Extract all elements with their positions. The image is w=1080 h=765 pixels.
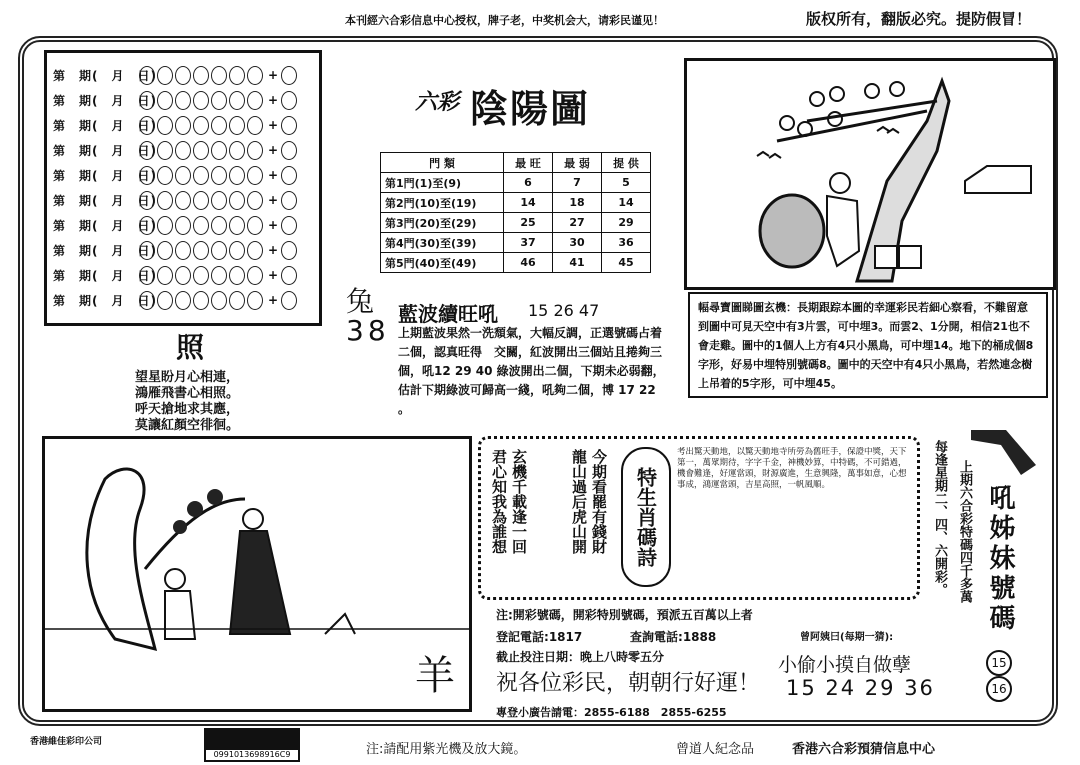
verse-dense-text: 考出驚天動地，以驚天動地寺所勞為舊旺手，保證中獎，天下第一，萬眾期待，字字千金，神機妙算，中特碼，不可錯過，機會難逢，好運當頭，財源廣進，生意興隆，萬事如意，心想事成，鴻運當頭，吉星高照，一帆風順。 — [677, 447, 907, 490]
table-cell: 30 — [553, 233, 602, 253]
number-circle[interactable] — [193, 116, 209, 135]
number-circle[interactable] — [247, 266, 263, 285]
register-phone-label: 登記電話: — [496, 630, 549, 644]
treasure-map-illustration — [684, 58, 1056, 290]
number-circle[interactable] — [193, 91, 209, 110]
verse-line: 龍山過后虎山開 — [570, 449, 588, 554]
number-circle[interactable] — [175, 141, 191, 160]
grid-row-label: 第 期( 月 日) — [53, 218, 157, 233]
plus-sign: + — [268, 118, 279, 132]
verse-right — [569, 449, 609, 589]
number-circle[interactable] — [175, 91, 191, 110]
number-circle[interactable] — [193, 166, 209, 185]
number-circle[interactable] — [157, 266, 173, 285]
weekly-numbers: 15 24 29 36 — [786, 676, 935, 700]
number-circle[interactable] — [193, 216, 209, 235]
scene-label: 羊 — [415, 653, 455, 699]
grid-row — [53, 238, 299, 262]
number-circle[interactable] — [247, 91, 263, 110]
register-phone-number: 1817 — [548, 630, 583, 644]
sister-numbers-title: 吼姊妹號碼 — [985, 484, 1015, 634]
number-circle[interactable] — [175, 166, 191, 185]
verse-line: 君心知我為誰想 — [490, 449, 508, 554]
special-number-circle[interactable] — [281, 141, 297, 160]
table-cell: 27 — [553, 213, 602, 233]
table-cell: 18 — [553, 193, 602, 213]
wave-numbers: 15 26 47 — [528, 301, 600, 320]
grid-row-label: 第 期( 月 日) — [53, 68, 157, 83]
number-circle[interactable] — [175, 66, 191, 85]
number-circle[interactable] — [139, 266, 155, 285]
grid-row-label: 第 期( 月 日) — [53, 293, 157, 308]
jackpot-note: 上期六合彩特碼四千多萬 — [957, 460, 972, 603]
number-circle[interactable] — [193, 241, 209, 260]
table-cell: 14 — [504, 193, 553, 213]
grid-row — [53, 88, 299, 112]
number-circle[interactable] — [229, 191, 245, 210]
table-cell: 36 — [602, 233, 651, 253]
info-line: 注:開彩號碼，開彩特別號碼，預派五百萬以上者 — [496, 608, 753, 622]
grid-row-label: 第 期( 月 日) — [53, 93, 157, 108]
barcode — [204, 728, 300, 762]
number-circle[interactable] — [175, 116, 191, 135]
table-row — [381, 213, 651, 233]
number-circle[interactable] — [193, 266, 209, 285]
table-row — [381, 193, 651, 213]
plus-sign: + — [268, 293, 279, 307]
grid-row — [53, 138, 299, 162]
number-circle[interactable] — [157, 241, 173, 260]
table-cell: 第4門(30)至(39) — [381, 233, 504, 253]
table-header: 最 旺 — [504, 153, 553, 173]
number-circle[interactable] — [157, 141, 173, 160]
table-cell: 25 — [504, 213, 553, 233]
number-circle[interactable] — [139, 241, 155, 260]
barcode-number: 0991013698916C9 — [206, 750, 298, 760]
table-cell: 45 — [602, 253, 651, 273]
number-circle[interactable] — [139, 216, 155, 235]
draw-days: 每逢星期二、四、六開彩。 — [932, 440, 947, 596]
plus-sign: + — [268, 218, 279, 232]
number-circle[interactable] — [229, 216, 245, 235]
number-circle[interactable] — [211, 241, 227, 260]
number-circle[interactable] — [211, 91, 227, 110]
table-header: 門 類 — [381, 153, 504, 173]
number-circle[interactable] — [247, 291, 263, 310]
table-cell: 37 — [504, 233, 553, 253]
number-circle[interactable] — [157, 91, 173, 110]
number-circle[interactable] — [139, 66, 155, 85]
number-circle[interactable] — [229, 241, 245, 260]
printer-name: 香港維佳彩印公司 — [30, 737, 103, 747]
special-number-circle[interactable] — [281, 291, 297, 310]
poem-line: 呼天搶地求其應， — [135, 402, 240, 417]
table-cell: 46 — [504, 253, 553, 273]
special-number-circle[interactable] — [281, 116, 297, 135]
number-circle[interactable] — [157, 166, 173, 185]
yinyang-table — [380, 152, 651, 273]
number-circle[interactable] — [139, 291, 155, 310]
special-number-circle[interactable] — [281, 166, 297, 185]
grid-row — [53, 263, 299, 287]
title-prefix: 六彩 — [415, 90, 460, 115]
number-circle[interactable] — [139, 141, 155, 160]
number-circle[interactable] — [229, 116, 245, 135]
number-circle[interactable] — [139, 116, 155, 135]
number-circle[interactable] — [139, 191, 155, 210]
grid-row-label: 第 期( 月 日) — [53, 193, 157, 208]
table-cell: 7 — [553, 173, 602, 193]
table-cell: 14 — [602, 193, 651, 213]
number-circle[interactable] — [211, 166, 227, 185]
sister-number: 15 — [986, 650, 1012, 676]
grid-row — [53, 188, 299, 212]
number-circle[interactable] — [193, 141, 209, 160]
wave-text: 上期藍波果然一洗頹氣，大幅反調，正選號碼占着二個，認真旺得 交關，紅波開出三個站且捲夠三個，吼12 29 40 綠波開出二個，下期未必弱翻，估計下期綠波可歸高一綫，吼夠二個，博 17 22 。 — [398, 326, 665, 416]
hint-title: 幅尋寶圖睇圖玄機： — [698, 301, 797, 314]
table-cell: 第1門(1)至(9) — [381, 173, 504, 193]
grid-row-label: 第 期( 月 日) — [53, 143, 157, 158]
number-circle[interactable] — [229, 266, 245, 285]
number-circle[interactable] — [229, 66, 245, 85]
header-copyright: 版权所有，翻版必究。提防假冒！ — [806, 10, 1032, 28]
grid-row-label: 第 期( 月 日) — [53, 243, 157, 258]
number-circle[interactable] — [193, 66, 209, 85]
special-number-circle[interactable] — [281, 266, 297, 285]
number-circle[interactable] — [229, 291, 245, 310]
page-title: 陰陽圖 — [470, 87, 591, 131]
number-circle[interactable] — [211, 291, 227, 310]
number-circle[interactable] — [175, 266, 191, 285]
plus-sign: + — [268, 68, 279, 82]
wave-digits: 38 — [346, 314, 390, 347]
plus-sign: + — [268, 143, 279, 157]
grid-row — [53, 213, 299, 237]
hint-box — [688, 292, 1048, 398]
grid-row — [53, 288, 299, 312]
number-circle[interactable] — [247, 66, 263, 85]
sister-number: 16 — [986, 676, 1012, 702]
plus-sign: + — [268, 168, 279, 182]
special-number-circle[interactable] — [281, 216, 297, 235]
number-circle[interactable] — [211, 116, 227, 135]
table-row — [381, 253, 651, 273]
number-circle[interactable] — [247, 166, 263, 185]
grid-row-label: 第 期( 月 日) — [53, 268, 157, 283]
wave-zodiac-tag: 兔 — [346, 285, 375, 318]
grid-row-label: 第 期( 月 日) — [53, 168, 157, 183]
grid-row — [53, 63, 299, 87]
number-circle[interactable] — [157, 116, 173, 135]
number-circle[interactable] — [175, 241, 191, 260]
table-row — [381, 173, 651, 193]
special-number-circle[interactable] — [281, 66, 297, 85]
table-header: 最 弱 — [553, 153, 602, 173]
number-circle[interactable] — [139, 91, 155, 110]
special-number-circle[interactable] — [281, 241, 297, 260]
poem-title: 照 — [176, 331, 205, 364]
souvenir-label: 曾道人紀念品 — [676, 742, 755, 757]
uv-note: 注:請配用紫光機及放大鏡。 — [366, 742, 527, 757]
header-notice: 本刊經六合彩信息中心授权，牌子老，中奖机会大，请彩民谨见！ — [345, 14, 664, 27]
table-cell: 41 — [553, 253, 602, 273]
table-cell: 第3門(20)至(29) — [381, 213, 504, 233]
number-circle[interactable] — [247, 116, 263, 135]
number-circle[interactable] — [175, 291, 191, 310]
table-row — [381, 233, 651, 253]
table-cell: 第5門(40)至(49) — [381, 253, 504, 273]
grid-row — [53, 113, 299, 137]
verse-box — [478, 436, 920, 600]
verse-line: 今期看罷有錢財 — [590, 449, 608, 554]
number-circle[interactable] — [211, 141, 227, 160]
query-phone-number: 1888 — [682, 630, 717, 644]
ads-phone: 專登小廣告請電：2855-6188 2855-6255 — [496, 706, 727, 719]
weekly-guess-label: 曾阿姨曰(每期一猜): — [800, 632, 894, 643]
sheep-scene-illustration — [42, 436, 472, 712]
number-circle[interactable] — [211, 266, 227, 285]
table-cell: 29 — [602, 213, 651, 233]
number-circle[interactable] — [211, 66, 227, 85]
poem-line: 望星盼月心相連， — [135, 370, 240, 385]
plus-sign: + — [268, 93, 279, 107]
number-circle[interactable] — [175, 191, 191, 210]
number-circle[interactable] — [229, 141, 245, 160]
saxophone-icon — [966, 420, 1046, 480]
number-circle[interactable] — [157, 66, 173, 85]
verse-line: 玄機千載逢一回 — [510, 449, 528, 554]
wave-heading: 藍波續旺吼 — [398, 302, 498, 326]
plus-sign: + — [268, 243, 279, 257]
number-circle[interactable] — [247, 141, 263, 160]
table-cell: 5 — [602, 173, 651, 193]
table-cell: 第2門(10)至(19) — [381, 193, 504, 213]
number-circle[interactable] — [229, 91, 245, 110]
grid-row-label: 第 期( 月 日) — [53, 118, 157, 133]
number-circle[interactable] — [247, 216, 263, 235]
verse-left — [489, 449, 529, 589]
number-circle[interactable] — [247, 191, 263, 210]
number-circle[interactable] — [211, 191, 227, 210]
number-circle[interactable] — [139, 166, 155, 185]
number-circle[interactable] — [193, 191, 209, 210]
poem-body — [135, 370, 239, 434]
hint-text: 長期跟踪本圖的幸運彩民若細心察看，不難留意到圖中可見天空中有3片雲，可中埋3。而雲2、1分開，相信21也不會走雞。圖中的1個人上方有4只小黑鳥，可中埋14。地下的桶成個8字形，好易中埋特別號碼8。圖中的天空中有4只小黑鳥，若然連念樹上吊着的5字形，可中埋45。 — [698, 301, 1034, 390]
poem-line: 鴻雁飛書心相照。 — [135, 386, 240, 401]
number-circle[interactable] — [157, 291, 173, 310]
grid-row — [53, 163, 299, 187]
table-cell: 6 — [504, 173, 553, 193]
number-circle[interactable] — [211, 216, 227, 235]
special-number-circle[interactable] — [281, 91, 297, 110]
weekly-saying: 小偷小摸自做孽 — [778, 654, 912, 676]
query-phone-label: 查詢電話: — [630, 630, 683, 644]
register-phone — [496, 628, 582, 645]
plus-sign: + — [268, 193, 279, 207]
poem-line: 莫讓紅顏空徘徊。 — [135, 418, 240, 433]
number-circle[interactable] — [157, 216, 173, 235]
table-header: 提 供 — [602, 153, 651, 173]
number-circle[interactable] — [157, 191, 173, 210]
plus-sign: + — [268, 268, 279, 282]
lottery-grid — [44, 50, 322, 326]
number-circle[interactable] — [229, 166, 245, 185]
query-phone — [630, 628, 716, 645]
number-circle[interactable] — [247, 241, 263, 260]
number-circle[interactable] — [193, 291, 209, 310]
special-number-circle[interactable] — [281, 191, 297, 210]
verse-oval: 特生肖碼詩 — [621, 447, 671, 587]
wish-text: 祝各位彩民，朝朝行好運！ — [496, 671, 761, 696]
center-name: 香港六合彩預猜信息中心 — [792, 742, 936, 757]
bet-deadline: 截止投注日期：晚上八時零五分 — [496, 650, 665, 664]
number-circle[interactable] — [175, 216, 191, 235]
